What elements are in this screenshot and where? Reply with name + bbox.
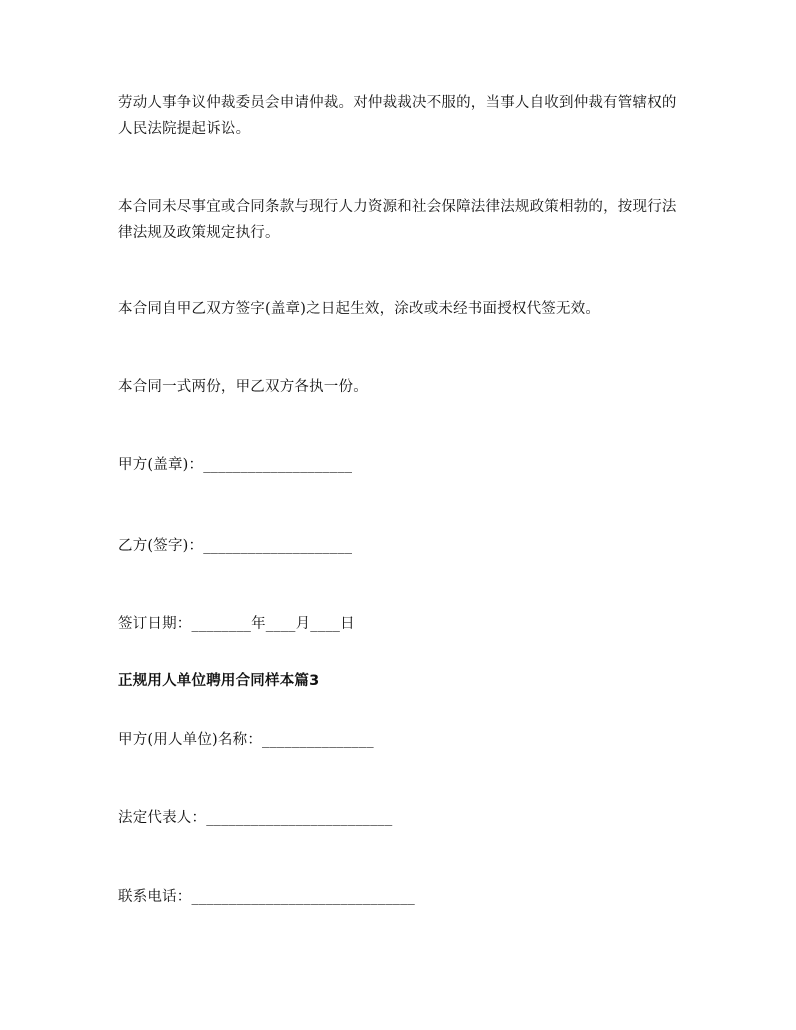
party-a-signature-line: 甲方(盖章)：____________________ bbox=[118, 457, 353, 473]
copies-paragraph: 本合同一式两份，甲乙双方各执一份。 bbox=[118, 379, 368, 395]
arbitration-paragraph: 劳动人事争议仲裁委员会申请仲裁。对仲裁裁决不服的，当事人自收到仲裁有管辖权的人民法院提起诉讼。 bbox=[118, 95, 677, 137]
legal-representative-line: 法定代表人：_________________________ bbox=[118, 810, 393, 826]
signing-date-line: 签订日期：________年____月____日 bbox=[118, 616, 355, 632]
employer-name-line: 甲方(用人单位)名称：_______________ bbox=[118, 732, 374, 748]
party-b-signature-line: 乙方(签字)：____________________ bbox=[118, 538, 353, 554]
contact-phone-line: 联系电话：______________________________ bbox=[118, 889, 415, 905]
effective-date-paragraph: 本合同自甲乙双方签字(盖章)之日起生效，涂改或未经书面授权代签无效。 bbox=[118, 301, 601, 317]
legal-compliance-paragraph: 本合同未尽事宜或合同条款与现行人力资源和社会保障法律法规政策相勃的，按现行法律法规及政策规定执行。 bbox=[118, 199, 677, 241]
section-heading: 正规用人单位聘用合同样本篇3 bbox=[118, 673, 320, 689]
